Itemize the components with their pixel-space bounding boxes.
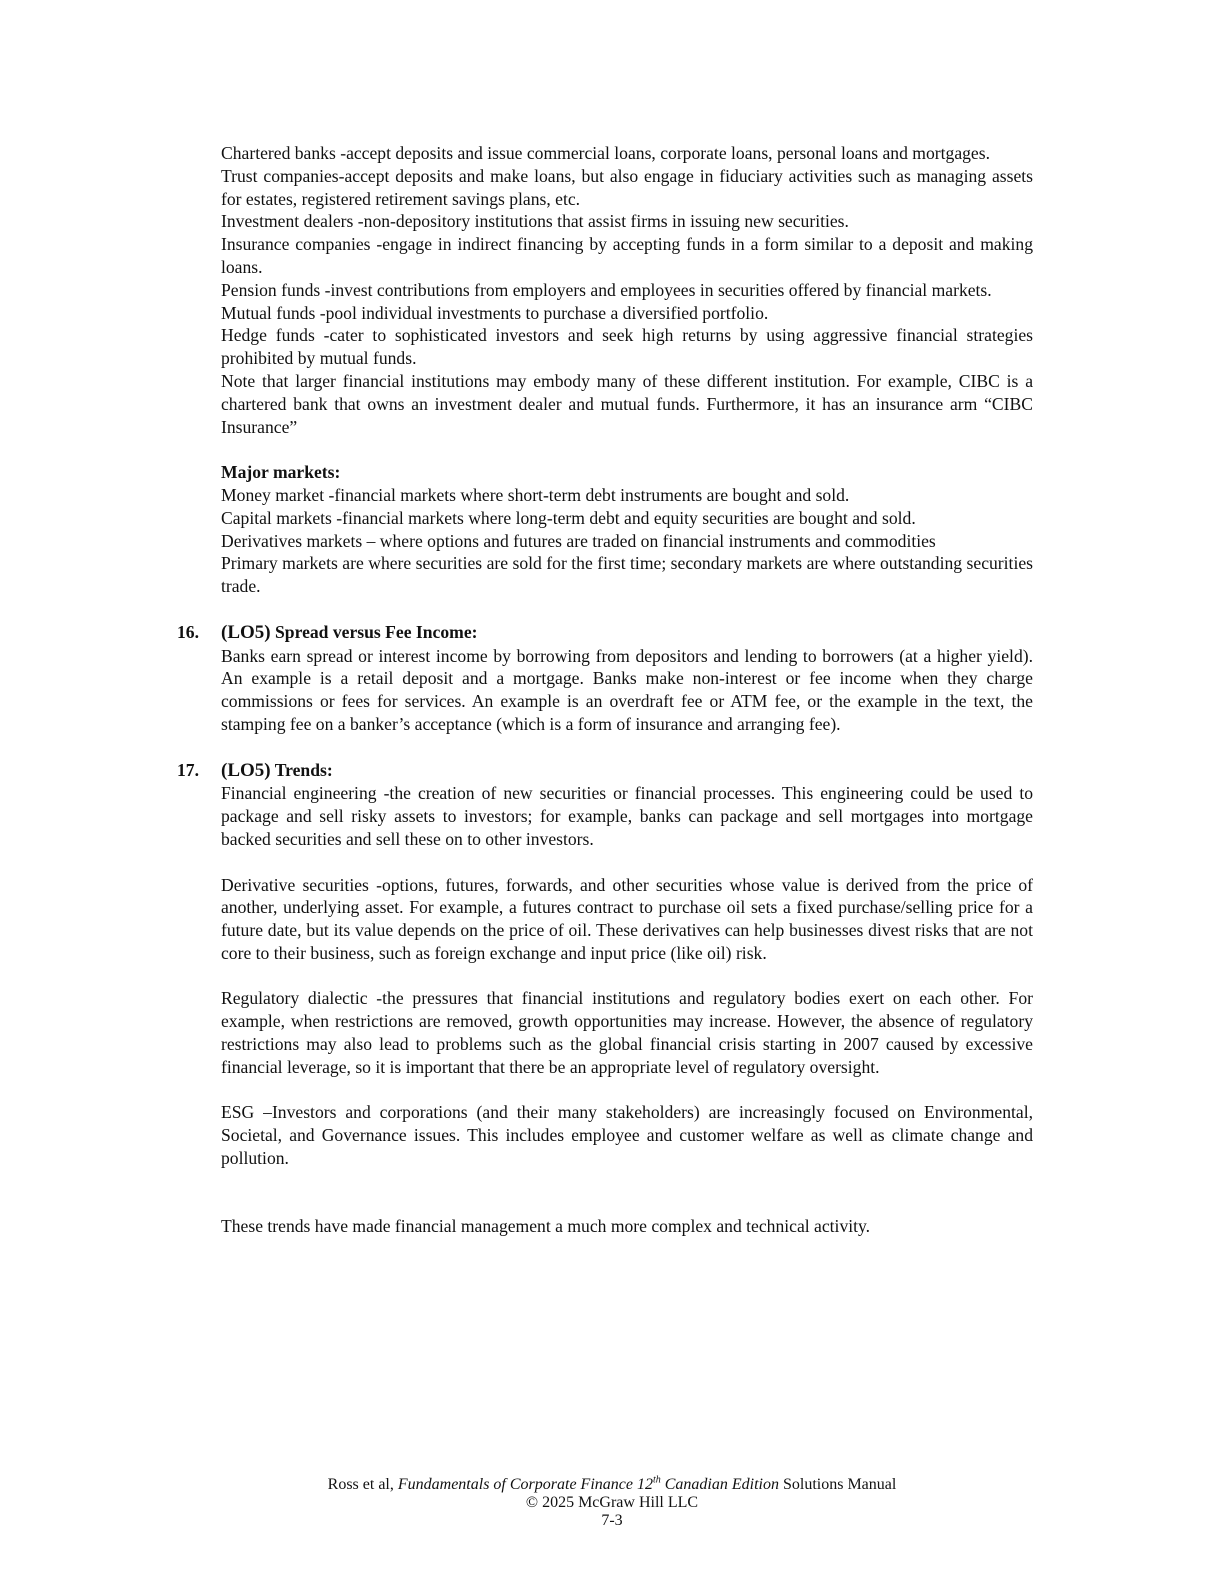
institution-chartered-banks: Chartered banks -accept deposits and issue commercial loans, corporate loans, personal loans and mortgages. (221, 143, 990, 163)
spacer (221, 438, 1033, 461)
trend-regulatory-dialectic: Regulatory dialectic -the pressures that financial institutions and regulatory bodies exert on each other. For example, when restrictions are removed, growth opportunities may increase. However, the absence of regulatory restrictions may also lead to problems such as the global financial crisis starting in 2007 caused by excessive financial leverage, so it is important that there be an appropriate level of regulatory oversight. (221, 988, 1033, 1077)
spacer (221, 598, 1033, 621)
trend-derivative-securities: Derivative securities -options, futures, forwards, and other securities whose value is derived from the price of another, underlying asset. For example, a futures contract to purchase oil sets a fixed purchase/selling price for a future date, but its value depends on the price of oil. These derivatives can help businesses divest risks that are not core to their business, such as foreign exchange and input price (like oil) risk. (221, 874, 1033, 963)
institution-mutual-funds: Mutual funds -pool individual investments to purchase a diversified portfolio. (221, 302, 769, 323)
question-16-body: Banks earn spread or interest income by borrowing from depositors and lending to borrowers (at a higher yield). An example is a retail deposit and a mortgage. Banks make non-interest or fee income when they charge commissions or fees for services. An example is an overdraft fee or ATM fee, or the example in the text, the stamping fee on a banker’s acceptance (which is a form of insurance and arranging fee). (221, 645, 1033, 734)
spacer (221, 1079, 1033, 1102)
question-17-number: 17. (177, 759, 199, 780)
market-derivatives: Derivatives markets – where options and futures are traded on financial instruments and commodities (221, 530, 936, 551)
footer-book-title-main: Fundamentals of Corporate Finance 12 (397, 1476, 653, 1493)
market-primary-secondary: Primary markets are where securities are sold for the first time; secondary markets are where outstanding securities trade. (221, 553, 1033, 597)
question-16 (177, 621, 1033, 736)
footer-citation (0, 1476, 1224, 1494)
institution-insurance-companies: Insurance companies -engage in indirect financing by accepting funds in a form similar to a deposit and making loans. (221, 234, 1033, 277)
question-17-heading (221, 759, 1033, 783)
spacer (221, 965, 1033, 988)
footer-book-title-edition: Canadian Edition (660, 1476, 779, 1493)
major-markets-heading: Major markets: (221, 462, 341, 483)
institution-trust-companies: Trust companies-accept deposits and make loans, but also engage in fiduciary activities such as managing assets for estates, registered retirement savings plans, etc. (221, 165, 1033, 209)
trend-esg: ESG –Investors and corporations (and their many stakeholders) are increasingly focused on Environmental, Societal, and Governance issues. This includes employee and customer welfare as well as climate change and pollution. (221, 1102, 1033, 1169)
footer-copyright: © 2025 McGraw Hill LLC (525, 1494, 699, 1511)
page-number: 7-3 (601, 1512, 623, 1529)
trend-financial-engineering: Financial engineering -the creation of new securities or financial processes. This engineering could be used to package and sell risky assets to investors; for example, banks can package and sell mortgages into mortgage backed securities and sell these on to other investors. (221, 783, 1033, 849)
question-16-heading (221, 621, 1033, 645)
institution-hedge-funds: Hedge funds -cater to sophisticated investors and seek high returns by using aggressive financial strategies prohibited by mutual funds. (221, 325, 1033, 369)
spacer (221, 736, 1033, 759)
institution-investment-dealers: Investment dealers -non-depository institutions that assist firms in issuing new securities. (221, 211, 849, 232)
question-16-title: Spread versus Fee Income: (275, 621, 478, 642)
footer-authors: Ross et al, (327, 1476, 398, 1493)
page-footer (0, 1476, 1224, 1530)
market-money: Money market -financial markets where short-term debt instruments are bought and sold. (221, 484, 850, 505)
spacer (221, 851, 1033, 874)
market-capital: Capital markets -financial markets where long-term debt and equity securities are bought and sold. (221, 507, 916, 528)
spacer (221, 1170, 1033, 1216)
question-17-lo: (LO5) (221, 759, 271, 781)
question-17-title: Trends: (274, 759, 333, 780)
question-16-lo: (LO5) (221, 621, 271, 643)
institution-note: Note that larger financial institutions may embody many of these different institution. For example, CIBC is a chartered bank that owns an investment dealer and mutual funds. Furthermore, it has an insurance arm “CIBC Insurance” (221, 370, 1033, 437)
footer-edition-sup: th (652, 1474, 661, 1486)
page-content (177, 142, 1033, 1238)
question-16-number: 16. (177, 621, 199, 642)
footer-book-title (398, 1476, 779, 1493)
question-17 (177, 759, 1033, 1239)
footer-suffix: Solutions Manual (778, 1476, 897, 1493)
institution-pension-funds: Pension funds -invest contributions from employers and employees in securities offered by financial markets. (221, 279, 992, 300)
trends-conclusion: These trends have made financial management a much more complex and technical activity. (221, 1216, 871, 1237)
